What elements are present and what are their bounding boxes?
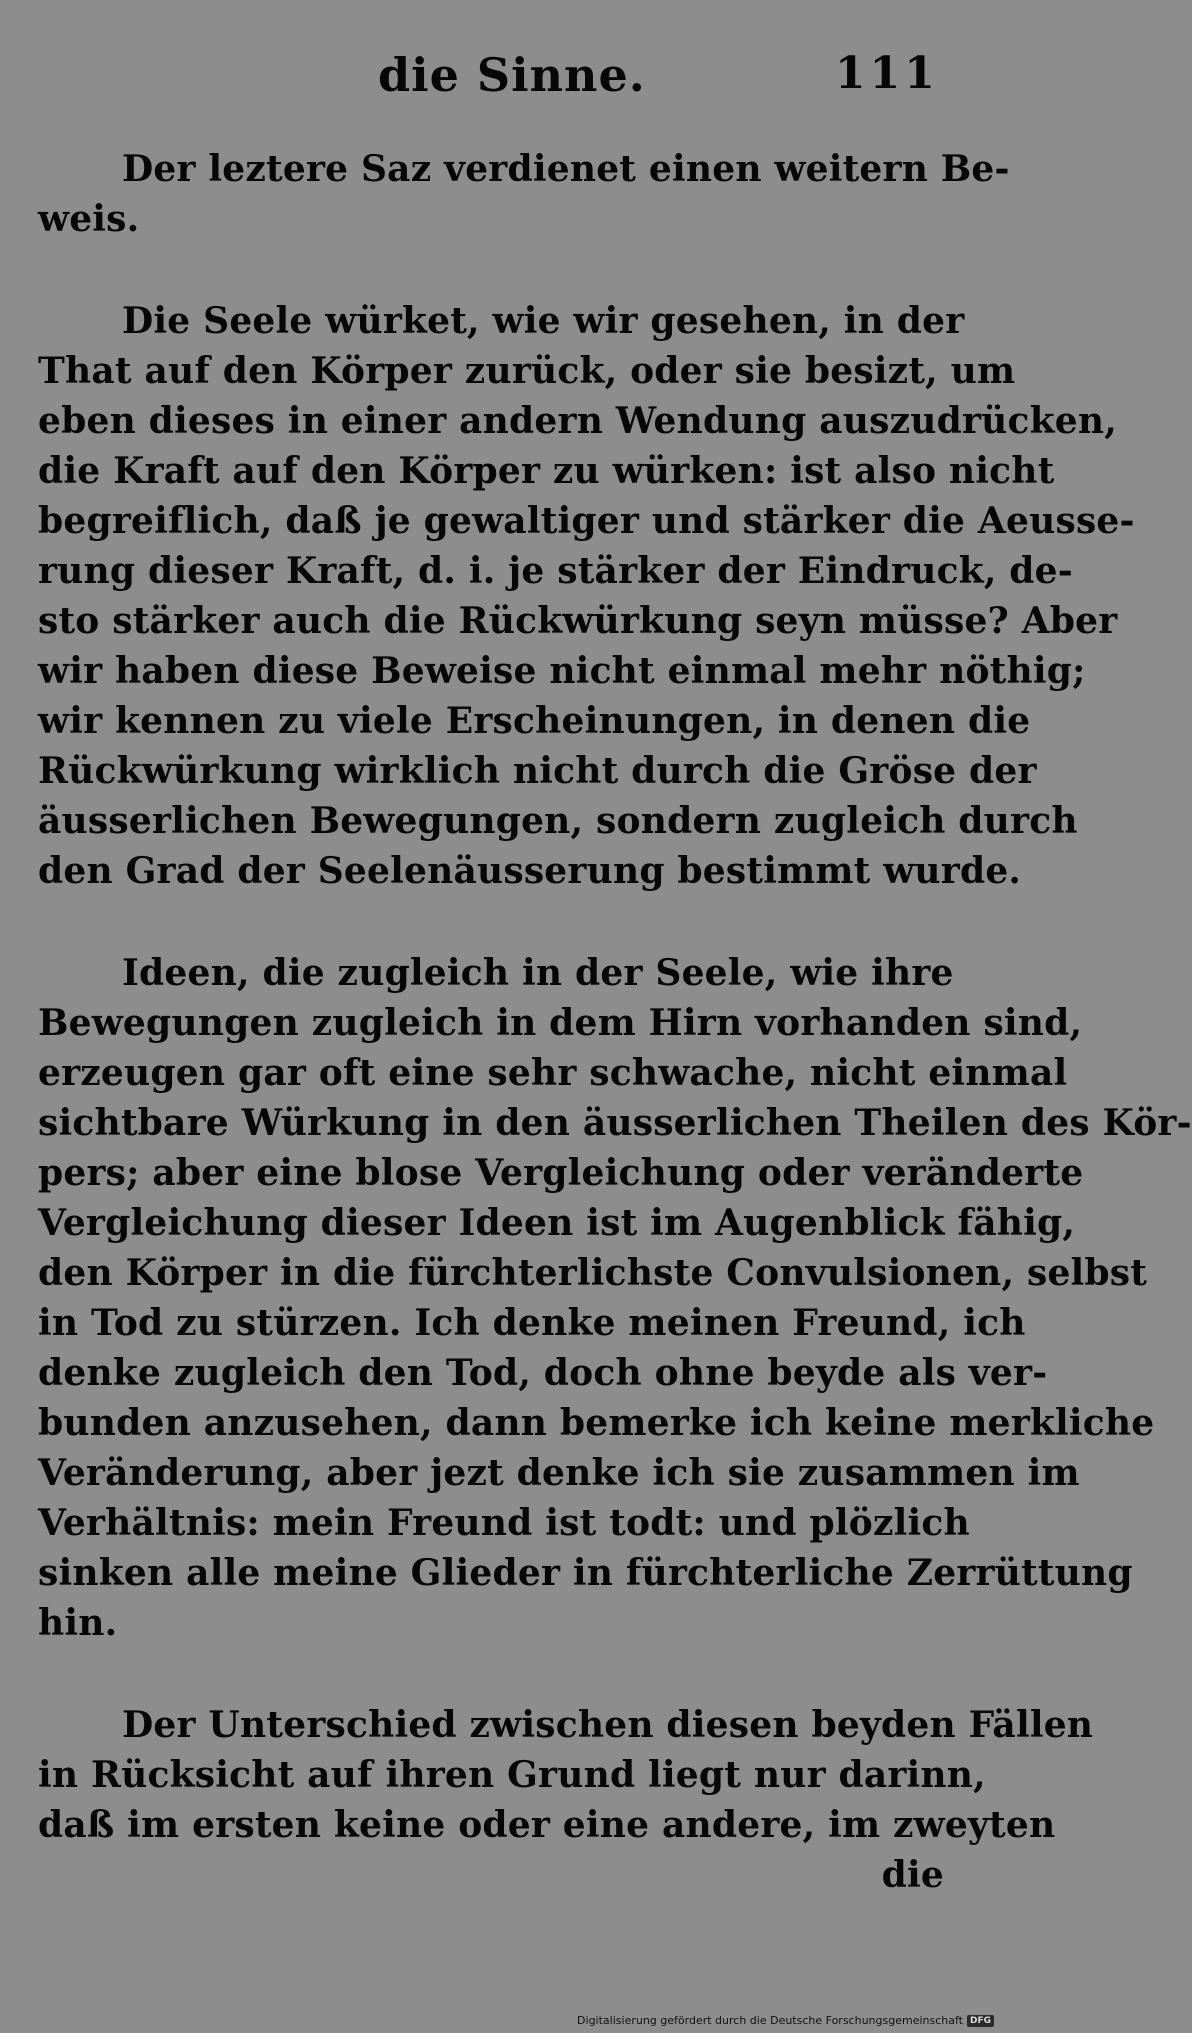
text-line: bunden anzusehen, dann bemerke ich keine merkliche (38, 1402, 1155, 1444)
text-line: eben dieses in einer andern Wendung auszudrücken, (38, 400, 1117, 442)
running-title: die Sinne. (378, 48, 646, 102)
footer-text: Digitalisierung gefördert durch die Deutsche Forschungsgemeinschaft (577, 2014, 963, 2027)
text-line: That auf den Körper zurück, oder sie besizt, um (38, 350, 1016, 392)
text-line: Veränderung, aber jezt denke ich sie zusammen im (38, 1452, 1080, 1494)
text-line: hin. (38, 1602, 118, 1644)
text-line: die Kraft auf den Körper zu würken: ist also nicht (38, 450, 1055, 492)
dfg-logo-icon: DFG (967, 2015, 994, 2027)
text-line: begreiflich, daß je gewaltiger und stärker die Aeusse- (38, 500, 1135, 542)
paragraph-3 (38, 948, 1192, 1648)
text-line: Verhältnis: mein Freund ist todt: und plözlich (38, 1502, 970, 1544)
text-line: daß im ersten keine oder eine andere, im zweyten (38, 1804, 1056, 1846)
text-line: Ideen, die zugleich in der Seele, wie ihre (122, 952, 954, 994)
paragraph-2 (38, 296, 1135, 896)
page-header (0, 48, 1000, 108)
text-line: Vergleichung dieser Ideen ist im Augenblick fähig, (38, 1202, 1076, 1244)
text-line: Rückwürkung wirklich nicht durch die Gröse der (38, 750, 1037, 792)
text-line: in Tod zu stürzen. Ich denke meinen Freund, ich (38, 1302, 1026, 1344)
digitization-footer (577, 2014, 994, 2027)
text-line: erzeugen gar oft eine sehr schwache, nicht einmal (38, 1052, 1068, 1094)
catchword: die (881, 1854, 944, 1896)
text-line: weis. (38, 198, 140, 240)
text-line: Der leztere Saz verdienet einen weitern Be- (122, 148, 1010, 190)
text-line: den Grad der Seelenäusserung bestimmt wurde. (38, 850, 1022, 892)
text-line: Die Seele würket, wie wir gesehen, in der (122, 300, 965, 342)
paragraph-1 (38, 144, 1010, 244)
text-line: Bewegungen zugleich in dem Hirn vorhanden sind, (38, 1002, 1083, 1044)
page-number: 111 (835, 48, 939, 99)
paragraph-4 (38, 1700, 1094, 1850)
text-line: pers; aber eine blose Vergleichung oder veränderte (38, 1152, 1084, 1194)
text-line: wir haben diese Beweise nicht einmal mehr nöthig; (38, 650, 1086, 692)
text-line: den Körper in die fürchterlichste Convulsionen, selbst (38, 1252, 1148, 1294)
text-line: denke zugleich den Tod, doch ohne beyde als ver- (38, 1352, 1048, 1394)
text-line: äusserlichen Bewegungen, sondern zugleich durch (38, 800, 1078, 842)
text-line: sichtbare Würkung in den äusserlichen Theilen des Kör- (38, 1102, 1192, 1144)
text-line: in Rücksicht auf ihren Grund liegt nur darinn, (38, 1754, 986, 1796)
text-line: wir kennen zu viele Erscheinungen, in denen die (38, 700, 1031, 742)
text-line: rung dieser Kraft, d. i. je stärker der Eindruck, de- (38, 550, 1073, 592)
text-line: sinken alle meine Glieder in fürchterliche Zerrüttung (38, 1552, 1133, 1594)
text-line: Der Unterschied zwischen diesen beyden Fällen (122, 1704, 1094, 1746)
body-text (38, 144, 1192, 1900)
text-line: sto stärker auch die Rückwürkung seyn müsse? Aber (38, 600, 1118, 642)
